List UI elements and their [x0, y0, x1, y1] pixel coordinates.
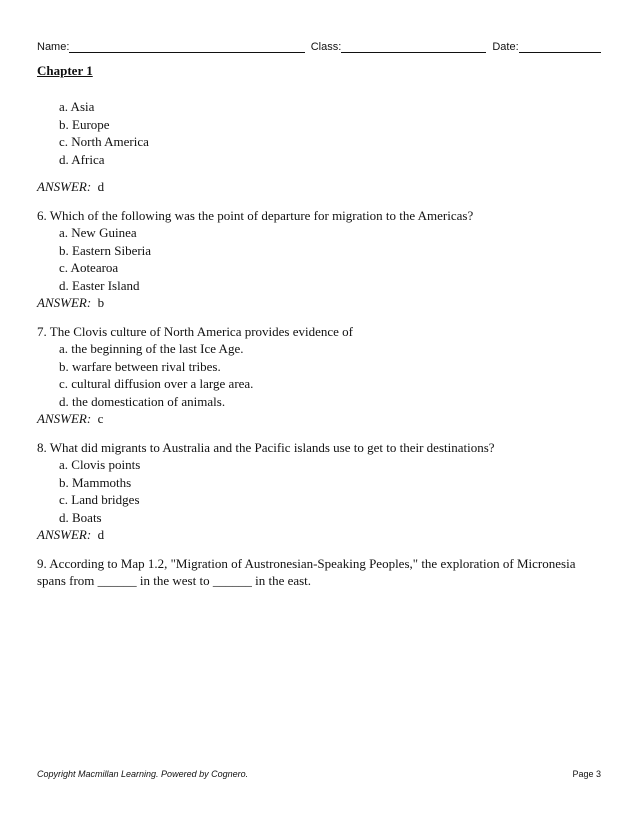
page-number: Page 3: [572, 769, 601, 779]
option-a: a. Clovis points: [59, 457, 141, 472]
question-block-7: [37, 323, 602, 428]
option-c: c. North America: [59, 134, 149, 149]
answer-value: d: [97, 527, 105, 542]
option-b: b. Eastern Siberia: [59, 242, 152, 258]
answer-label: ANSWER:: [37, 411, 92, 426]
page-header: [37, 37, 601, 53]
option-d: d. Boats: [59, 509, 102, 525]
option-b: b. Europe: [59, 116, 110, 132]
option-c: c. cultural diffusion over a large area.: [59, 376, 254, 391]
option-d: d. Africa: [59, 151, 105, 167]
date-label: Date:: [492, 41, 519, 53]
question-text: 6. Which of the following was the point of departure for migration to the Americas?: [37, 208, 474, 223]
options-list: [37, 224, 602, 294]
question-block-6: [37, 207, 602, 312]
question-text: 9. According to Map 1.2, "Migration of Austronesian-Speaking Peoples," the exploration of Micronesia spans from ______ in the west to ______ in the east.: [37, 556, 576, 588]
options-list: [37, 98, 602, 168]
chapter-title: Chapter 1: [37, 63, 93, 78]
options-list: [37, 340, 602, 410]
answer-label: ANSWER:: [37, 179, 92, 194]
question-text: 8. What did migrants to Australia and the Pacific islands use to get to their destinations?: [37, 440, 495, 455]
answer-label: ANSWER:: [37, 295, 92, 310]
option-b: b. Mammoths: [59, 474, 132, 490]
date-field-line[interactable]: [519, 40, 601, 53]
option-a: a. the beginning of the last Ice Age.: [59, 341, 244, 356]
name-field-line[interactable]: [69, 40, 304, 53]
option-d: d. the domestication of animals.: [59, 393, 226, 409]
answer-value: d: [97, 179, 105, 194]
answer-line: [37, 410, 602, 428]
question-text: 7. The Clovis culture of North America provides evidence of: [37, 324, 354, 339]
answer-line: [37, 178, 602, 196]
question-block-9: [37, 555, 602, 589]
option-c: c. Aotearoa: [59, 260, 119, 275]
option-b: b. warfare between rival tribes.: [59, 358, 221, 374]
option-a: a. New Guinea: [59, 225, 137, 240]
answer-line: [37, 526, 602, 544]
option-d: d. Easter Island: [59, 277, 140, 293]
answer-value: c: [97, 411, 104, 426]
name-label: Name:: [37, 41, 70, 53]
answer-line: [37, 294, 602, 312]
option-c: c. Land bridges: [59, 492, 140, 507]
page-footer: [37, 767, 601, 781]
option-a: a. Asia: [59, 99, 95, 114]
answer-value: b: [97, 295, 105, 310]
options-list: [37, 456, 602, 526]
copyright-text: Copyright Macmillan Learning. Powered by Cognero.: [37, 769, 249, 779]
question-block-8: [37, 439, 602, 544]
answer-label: ANSWER:: [37, 527, 92, 542]
class-field-line[interactable]: [341, 40, 486, 53]
question-block-5: [37, 98, 602, 196]
class-label: Class:: [310, 41, 342, 53]
document-body: [37, 58, 602, 589]
